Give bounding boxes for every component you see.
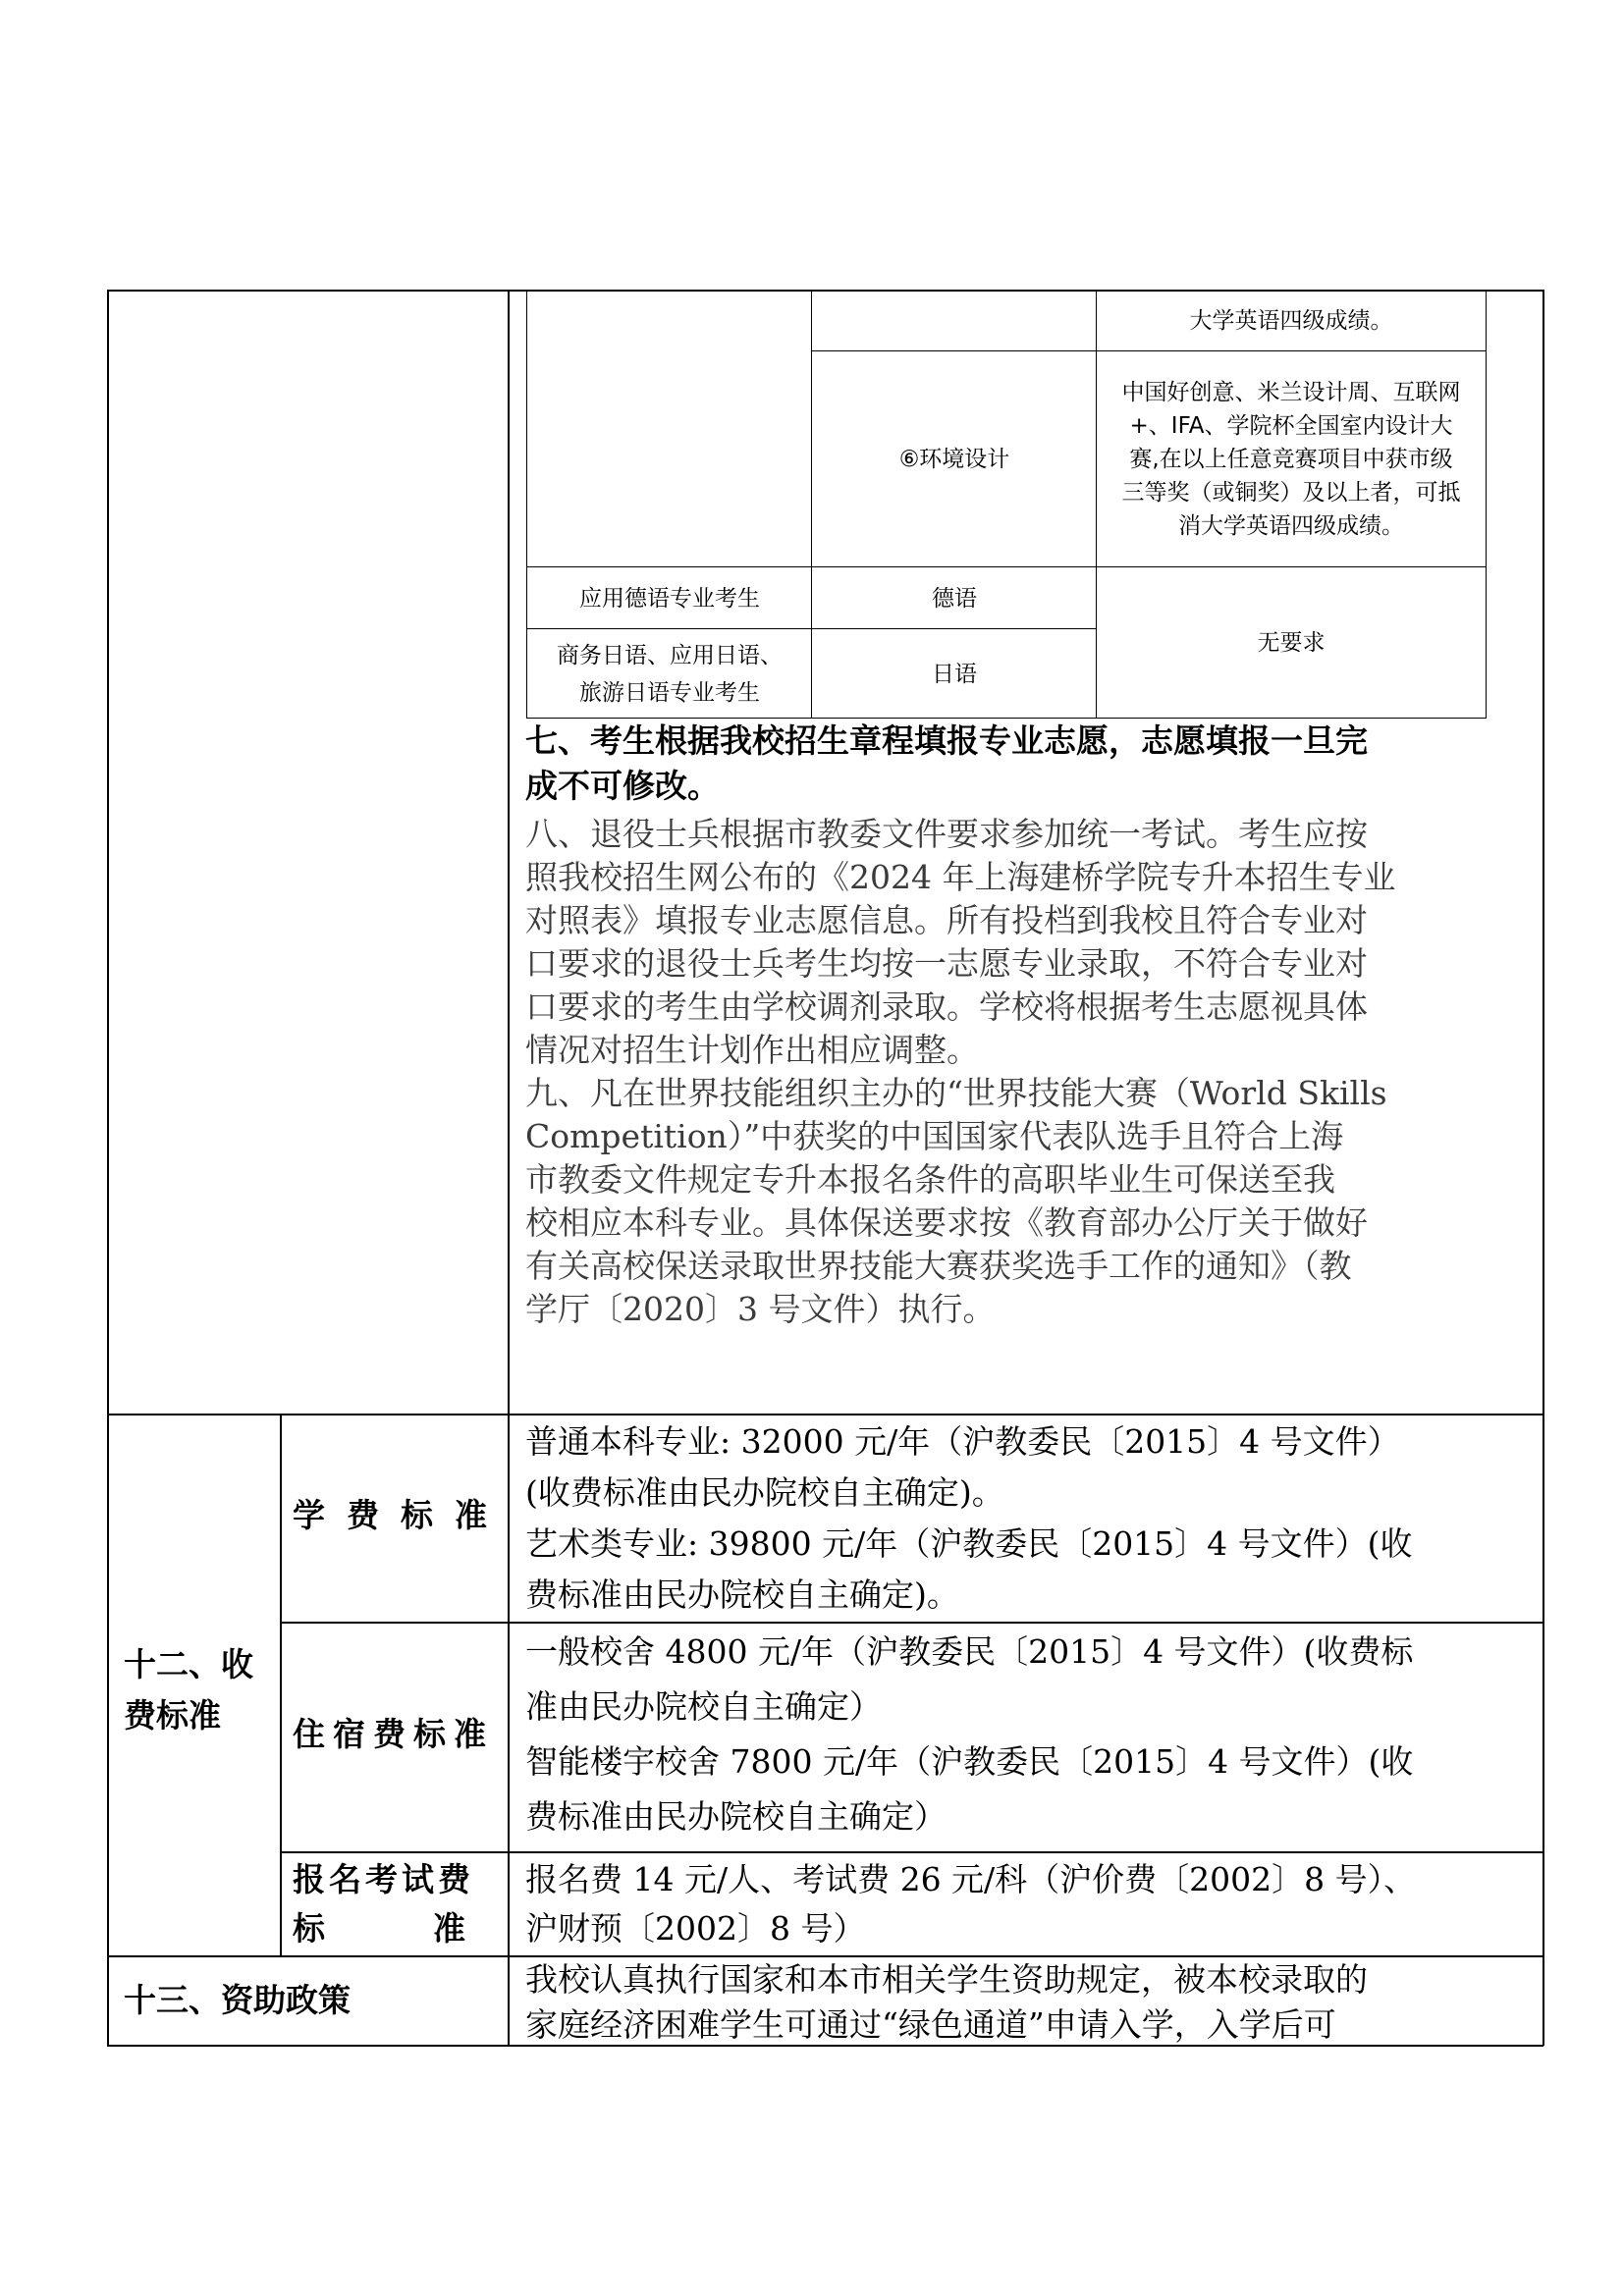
exam-fee-line: 报名费 14 元/人、考试费 26 元/科（沪价费〔2002〕8 号）、: [525, 1860, 1417, 1898]
housing-line: 准由民办院校自主确定）: [525, 1687, 882, 1726]
inner-row2-mid: ⑥环境设计: [898, 447, 1010, 472]
housing-line: 费标准由民办院校自主确定）: [525, 1797, 947, 1836]
tuition-line: 费标准由民办院校自主确定)。: [525, 1575, 959, 1614]
tuition-label: 学费标准: [293, 1496, 509, 1534]
paragraph-7: [525, 719, 1537, 809]
exam-fee-content: [525, 1855, 1537, 1953]
paragraph-9-line: 市教委文件规定专升本报名条件的高职毕业生可保送至我: [525, 1160, 1335, 1199]
housing-line: 智能楼宇校舍 7800 元/年（沪教委民〔2015〕4 号文件）(收: [525, 1742, 1414, 1781]
inner-row3-mid: 德语: [932, 585, 977, 612]
inner-row2-right-line: 三等奖（或铜奖）及以上者，可抵: [1121, 480, 1461, 506]
paragraph-9-line: 学厅〔2020〕3 号文件）执行。: [525, 1290, 996, 1328]
tuition-line: 艺术类专业: 39800 元/年（沪教委民〔2015〕4 号文件）(收: [525, 1524, 1413, 1563]
aid-line: 家庭经济困难学生可通过“绿色通道”申请入学，入学后可: [525, 2005, 1336, 2044]
inner-row34-right: 无要求: [1257, 630, 1326, 656]
tuition-content: [525, 1416, 1537, 1621]
exam-fee-label: [293, 1855, 573, 1953]
inner-row4-mid: 日语: [932, 661, 977, 687]
paragraph-8: [525, 813, 1537, 1072]
fees-section-label: [124, 1639, 271, 1741]
inner-row2-right-line: +、IFA、学院杯全国室内设计大: [1129, 413, 1453, 439]
paragraph-7-line: 七、考生根据我校招生章程填报专业志愿，志愿填报一旦完: [525, 721, 1368, 760]
paragraph-9-line: 校相应本科专业。具体保送要求按《教育部办公厅关于做好: [525, 1203, 1368, 1242]
paragraph-7-line: 成不可修改。: [525, 767, 720, 805]
paragraph-8-line: 照我校招生网公布的《2024 年上海建桥学院专升本招生专业: [525, 858, 1396, 896]
inner-row2-right: [1098, 352, 1485, 566]
inner-row4-left: [528, 630, 811, 718]
housing-content: [525, 1625, 1537, 1844]
paragraph-9-line: Competition）”中获奖的中国国家代表队选手且符合上海: [525, 1117, 1344, 1155]
tuition-line: 普通本科专业: 32000 元/年（沪教委民〔2015〕4 号文件）: [525, 1422, 1400, 1461]
exam-fee-line: 沪财预〔2002〕8 号）: [525, 1909, 866, 1948]
inner-row1-right: 大学英语四级成绩。: [1189, 308, 1393, 334]
paragraph-8-line: 情况对招生计划作出相应调整。: [525, 1031, 979, 1069]
exam-fee-label-line: 标准: [293, 1909, 573, 1948]
aid-line: 我校认真执行国家和本市相关学生资助规定，被本校录取的: [525, 1960, 1368, 1999]
paragraph-8-line: 口要求的退役士兵考生均按一志愿专业录取，不符合专业对: [525, 944, 1368, 983]
paragraph-8-line: 对照表》填报专业志愿信息。所有投档到我校且符合专业对: [525, 901, 1368, 939]
paragraph-9-line: 有关高校保送录取世界技能大赛获奖选手工作的通知》（教: [525, 1247, 1352, 1285]
fees-section-label-line: 十二、收: [124, 1645, 253, 1683]
exam-fee-label-line: 报名考试费: [293, 1860, 474, 1898]
housing-line: 一般校舍 4800 元/年（沪教委民〔2015〕4 号文件）(收费标: [525, 1632, 1414, 1671]
inner-row4-left-line: 商务日语、应用日语、: [557, 642, 783, 668]
paragraph-8-line: 八、退役士兵根据市教委文件要求参加统一考试。考生应按: [525, 815, 1368, 853]
paragraph-8-line: 口要求的考生由学校调剂录取。学校将根据考生志愿视具体: [525, 988, 1368, 1026]
paragraph-9-line: 九、凡在世界技能组织主办的“世界技能大赛（World Skills: [525, 1074, 1387, 1112]
inner-row4-left-line: 旅游日语专业考生: [579, 679, 760, 706]
inner-row3-left: 应用德语专业考生: [579, 585, 760, 612]
inner-row2-right-line: 消大学英语四级成绩。: [1178, 513, 1404, 539]
housing-label: 住宿费标准: [293, 1715, 494, 1753]
paragraph-9: [525, 1072, 1537, 1331]
aid-label: 十三、资助政策: [124, 1981, 351, 2019]
inner-row2-right-line: 赛,在以上任意竞赛项目中获市级: [1129, 447, 1453, 472]
aid-content: [525, 1957, 1537, 2048]
tuition-line: (收费标准由民办院校自主确定)。: [525, 1473, 1004, 1512]
inner-row2-right-line: 中国好创意、米兰设计周、互联网: [1121, 380, 1461, 405]
fees-section-label-line: 费标准: [124, 1696, 221, 1735]
